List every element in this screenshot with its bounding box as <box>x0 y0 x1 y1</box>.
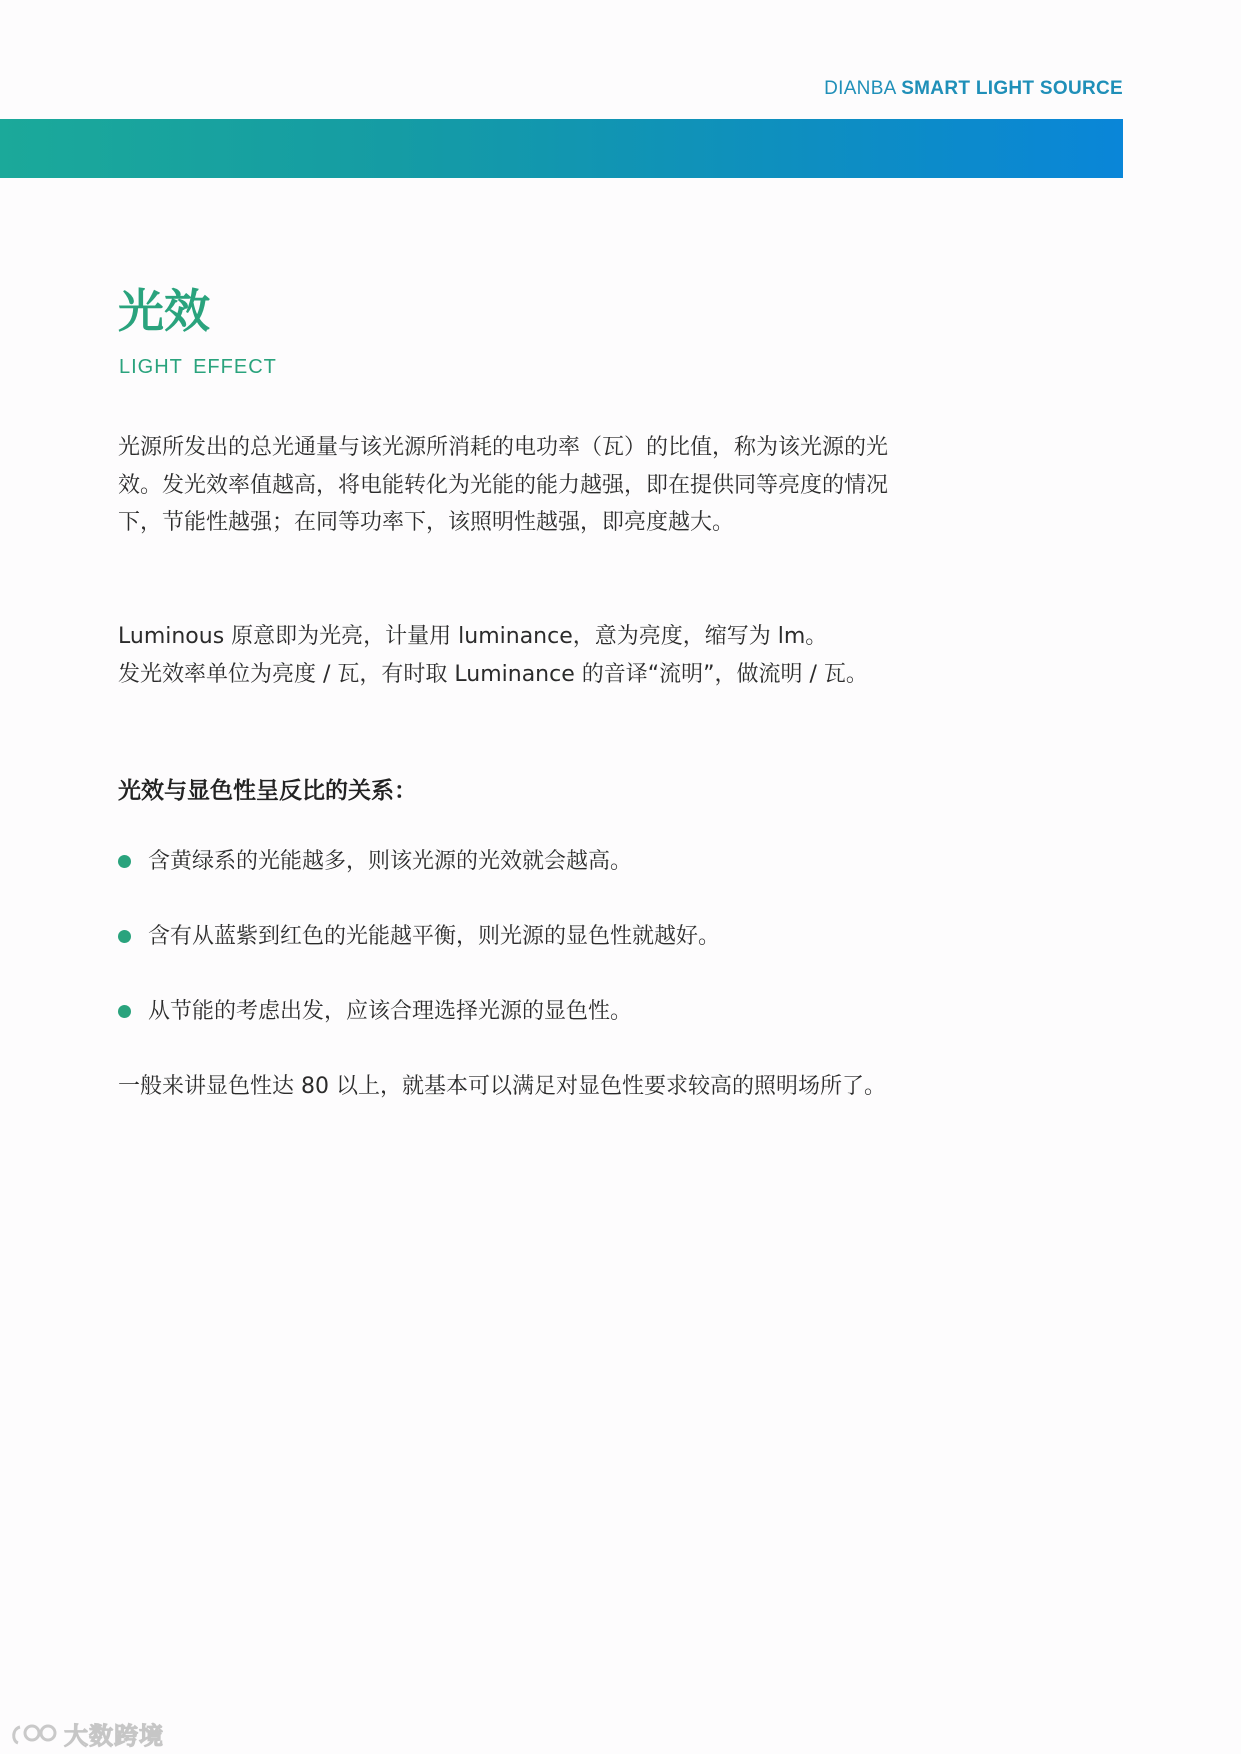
section-subtitle: LIGHT EFFECT <box>119 356 277 378</box>
list-item-text: 含有从蓝紫到红色的光能越平衡，则光源的显色性就越好。 <box>148 924 721 949</box>
luminous-paragraph <box>118 618 948 693</box>
list-item <box>118 918 938 993</box>
bullet-dot-icon <box>118 1005 131 1018</box>
header-gradient-band <box>0 119 1123 178</box>
list-item-text: 含黄绿系的光能越多，则该光源的光效就会越高。 <box>148 849 633 874</box>
luminous-line-2: 发光效率单位为亮度 / 瓦，有时取 Luminance 的音译“流明”，做流明 / 瓦。 <box>118 661 868 687</box>
list-item <box>118 843 938 918</box>
luminous-line-1: Luminous 原意即为光亮，计量用 luminance，意为亮度，缩写为 lm。 <box>118 624 828 649</box>
bullet-dot-icon <box>118 855 131 868</box>
list-item <box>118 993 938 1068</box>
brand-name-light: DIANBA <box>824 78 896 99</box>
watermark <box>10 1716 164 1751</box>
definition-paragraph: 光源所发出的总光通量与该光源所消耗的电功率（瓦）的比值，称为该光源的光效。发光效率值越高，将电能转化为光能的能力越强，即在提供同等亮度的情况下，节能性越强；在同等功率下，该照明性越强，即亮度越大。 <box>118 435 889 535</box>
list-item-text: 从节能的考虑出发，应该合理选择光源的显色性。 <box>148 999 633 1024</box>
logo-mark-icon <box>10 1721 58 1747</box>
relation-list <box>118 843 938 1068</box>
watermark-text: 大数跨境 <box>64 1722 164 1750</box>
conclusion-paragraph: 一般来讲显色性达 80 以上，就基本可以满足对显色性要求较高的照明场所了。 <box>118 1074 886 1099</box>
brand-name-bold: SMART LIGHT SOURCE <box>901 78 1123 99</box>
section-title: 光效 <box>118 284 210 338</box>
brand-header <box>824 78 1123 100</box>
bullet-dot-icon <box>118 930 131 943</box>
relation-heading: 光效与显色性呈反比的关系： <box>118 778 417 804</box>
